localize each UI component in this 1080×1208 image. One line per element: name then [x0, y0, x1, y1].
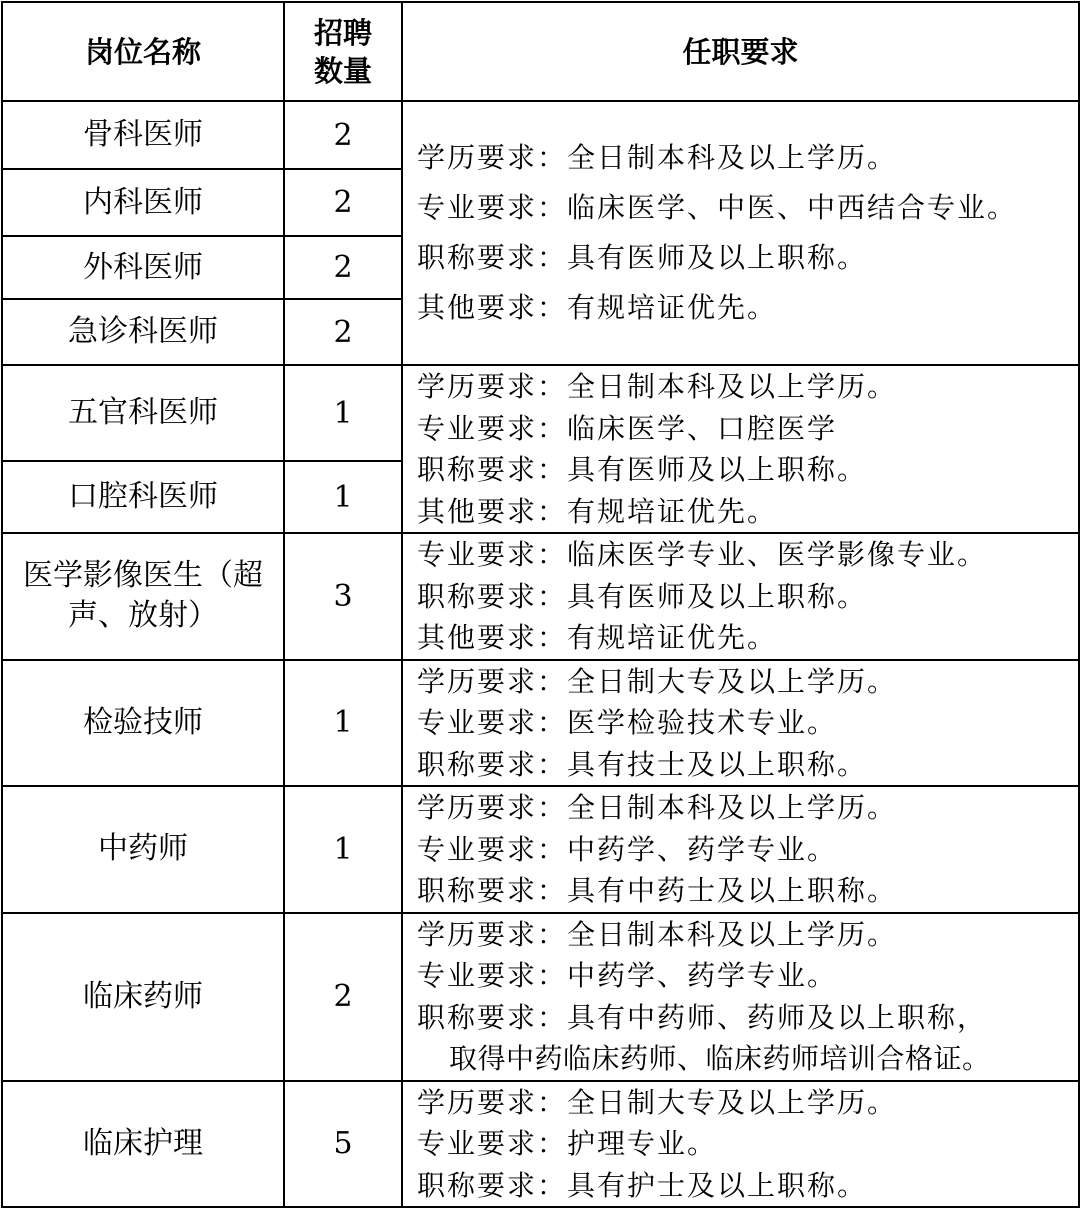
requirement-line: 职称要求：具有中药士及以上职称。 — [417, 874, 898, 907]
table-header-row — [2, 2, 1079, 101]
position-label: 医学影像医生（超声、放射） — [23, 558, 263, 634]
requirement-line: 学历要求：全日制本科及以上学历。 — [417, 370, 898, 403]
requirements-cell — [402, 1081, 1079, 1208]
count-cell: 5 — [284, 1081, 402, 1208]
recruitment-table — [1, 1, 1080, 1208]
table-row — [2, 1081, 1079, 1208]
requirements-cell — [402, 913, 1079, 1081]
table-row — [2, 786, 1079, 913]
table-row — [2, 101, 1079, 169]
header-count-label: 招聘数量 — [313, 15, 372, 88]
position-cell: 外科医师 — [2, 236, 284, 299]
requirement-line: 职称要求：具有医师及以上职称。 — [417, 453, 868, 486]
count-cell: 1 — [284, 461, 402, 533]
count-cell: 2 — [284, 169, 402, 236]
requirement-line: 取得中药临床药师、临床药师培训合格证。 — [449, 1042, 991, 1075]
requirement-line: 专业要求：临床医学、中医、中西结合专业。 — [417, 191, 1018, 224]
table-row — [2, 533, 1079, 660]
count-cell: 2 — [284, 299, 402, 365]
requirement-line: 职称要求：具有护士及以上职称。 — [417, 1168, 868, 1202]
position-cell: 临床药师 — [2, 913, 284, 1081]
position-cell — [2, 533, 284, 660]
requirement-line: 学历要求：全日制大专及以上学历。 — [417, 664, 898, 698]
header-count — [284, 2, 402, 101]
requirement-line: 学历要求：全日制本科及以上学历。 — [417, 791, 898, 824]
table-row — [2, 365, 1079, 461]
requirements-cell — [402, 786, 1079, 913]
requirement-line: 其他要求：有规培证优先。 — [417, 291, 778, 324]
position-cell: 中药师 — [2, 786, 284, 913]
position-cell: 临床护理 — [2, 1081, 284, 1208]
requirement-line: 专业要求：临床医学、口腔医学 — [417, 411, 838, 445]
table-row — [2, 913, 1079, 1081]
requirement-line: 学历要求：全日制本科及以上学历。 — [417, 141, 898, 174]
position-cell: 口腔科医师 — [2, 461, 284, 533]
count-cell: 1 — [284, 365, 402, 461]
requirements-cell — [402, 533, 1079, 660]
count-cell: 3 — [284, 533, 402, 660]
requirement-line: 其他要求：有规培证优先。 — [417, 621, 778, 654]
requirement-line: 学历要求：全日制本科及以上学历。 — [417, 917, 898, 951]
table-row — [2, 660, 1079, 787]
requirement-line: 职称要求：具有医师及以上职称。 — [417, 241, 868, 274]
position-cell: 骨科医师 — [2, 101, 284, 169]
requirement-line: 学历要求：全日制大专及以上学历。 — [417, 1085, 898, 1119]
requirement-line: 职称要求：具有医师及以上职称。 — [417, 579, 868, 613]
header-position: 岗位名称 — [2, 2, 284, 101]
position-cell: 急诊科医师 — [2, 299, 284, 365]
requirement-line: 其他要求：有规培证优先。 — [417, 494, 778, 528]
requirements-cell — [402, 101, 1079, 365]
requirement-line: 专业要求：护理专业。 — [417, 1127, 718, 1160]
requirements-cell — [402, 365, 1079, 533]
requirement-line: 专业要求：中药学、药学专业。 — [417, 832, 838, 866]
requirement-line: 专业要求：临床医学专业、医学影像专业。 — [417, 538, 988, 571]
header-requirements: 任职要求 — [402, 2, 1079, 101]
count-cell: 1 — [284, 660, 402, 787]
count-cell: 2 — [284, 101, 402, 169]
position-cell: 五官科医师 — [2, 365, 284, 461]
requirement-line: 专业要求：中药学、药学专业。 — [417, 959, 838, 992]
requirement-line: 职称要求：具有中药师、药师及以上职称， — [417, 1000, 988, 1034]
requirement-line: 专业要求：医学检验技术专业。 — [417, 706, 838, 739]
position-cell: 内科医师 — [2, 169, 284, 236]
count-cell: 2 — [284, 236, 402, 299]
count-cell: 2 — [284, 913, 402, 1081]
count-cell: 1 — [284, 786, 402, 913]
requirements-cell — [402, 660, 1079, 787]
requirement-line: 职称要求：具有技士及以上职称。 — [417, 747, 868, 781]
position-cell: 检验技师 — [2, 660, 284, 787]
